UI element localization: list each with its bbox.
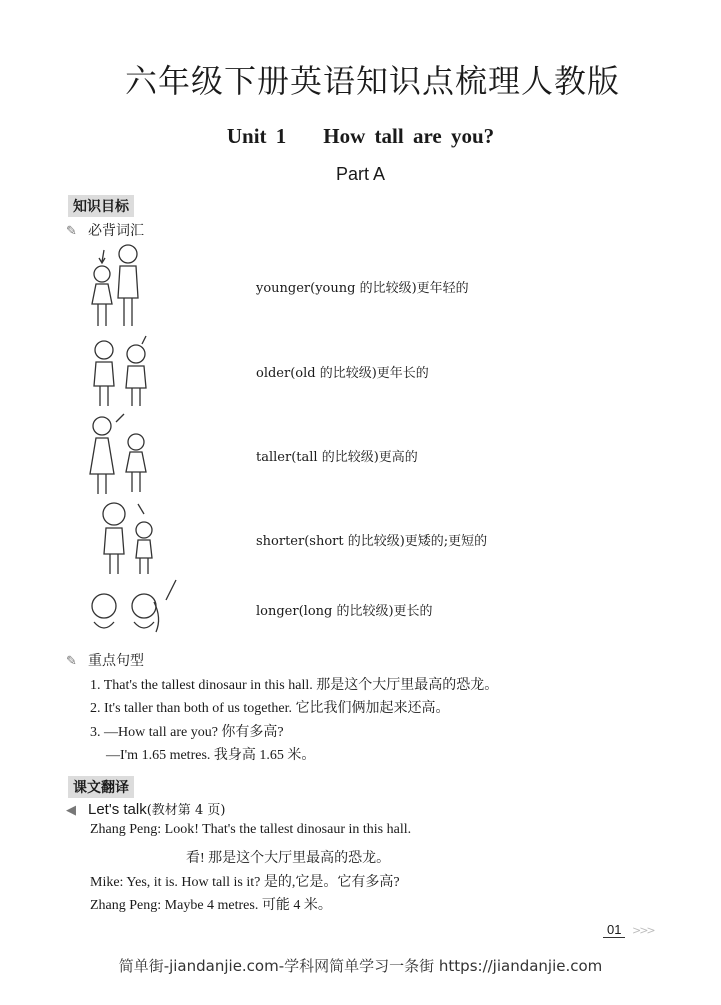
page-number: 01 [603, 922, 625, 938]
illustration-shorter [94, 498, 174, 576]
dialog-line: Zhang Peng: Maybe 4 metres. 可能 4 米。 [90, 898, 332, 913]
illustration-older [86, 334, 166, 410]
illustration-younger [82, 242, 162, 330]
unit-heading: Unit 1 How tall are you? [226, 124, 495, 148]
vocab-item: older(old 的比较级)更年长的 [256, 366, 429, 381]
vocab-heading-label: 必背词汇 [88, 223, 144, 239]
knowledge-goal-badge: 知识目标 [68, 195, 134, 217]
page-arrows-icon: >>> [632, 924, 654, 937]
dialog-line: Zhang Peng: Look! That's the tallest dinosaur in this hall. [90, 822, 412, 837]
dialog-line: Mike: Yes, it is. How tall is it? 是的,它是。它有多高? [90, 875, 400, 890]
footer-watermark: 简单街-jiandanjie.com-学科网简单学习一条街 https://jiandanjie.com [118, 957, 603, 975]
sentence: —I'm 1.65 metres. 我身高 1.65 米。 [106, 748, 316, 763]
lets-talk-heading [66, 799, 225, 818]
dialog-line: 看! 那是这个大厅里最高的恐龙。 [186, 851, 391, 866]
sentences-heading [66, 650, 144, 670]
sentence: 3. —How tall are you? 你有多高? [90, 725, 284, 740]
vocab-item: younger(young 的比较级)更年轻的 [256, 281, 469, 296]
lets-talk-ref: (教材第 4 页) [146, 803, 226, 818]
vocab-item: taller(tall 的比较级)更高的 [256, 450, 418, 465]
illustration-longer [88, 578, 184, 636]
page-title: 六年级下册英语知识点梳理人教版 [124, 62, 620, 100]
illustration-taller [84, 412, 164, 496]
part-heading: Part A [335, 164, 386, 184]
vocab-item: shorter(short 的比较级)更矮的;更短的 [256, 534, 488, 549]
sentence: 1. That's the tallest dinosaur in this hall. 那是这个大厅里最高的恐龙。 [90, 678, 499, 693]
vocab-item: longer(long 的比较级)更长的 [256, 604, 433, 619]
sentences-heading-label: 重点句型 [88, 653, 144, 669]
vocab-heading [66, 220, 144, 240]
lets-talk-label: Let's talk [88, 801, 147, 818]
brush-icon: ✎ [66, 224, 77, 239]
translation-badge: 课文翻译 [68, 776, 134, 798]
sentence: 2. It's taller than both of us together. 它比我们俩加起来还高。 [90, 701, 450, 716]
megaphone-icon: ◀ [66, 803, 76, 818]
pen-icon: ✎ [66, 654, 77, 669]
